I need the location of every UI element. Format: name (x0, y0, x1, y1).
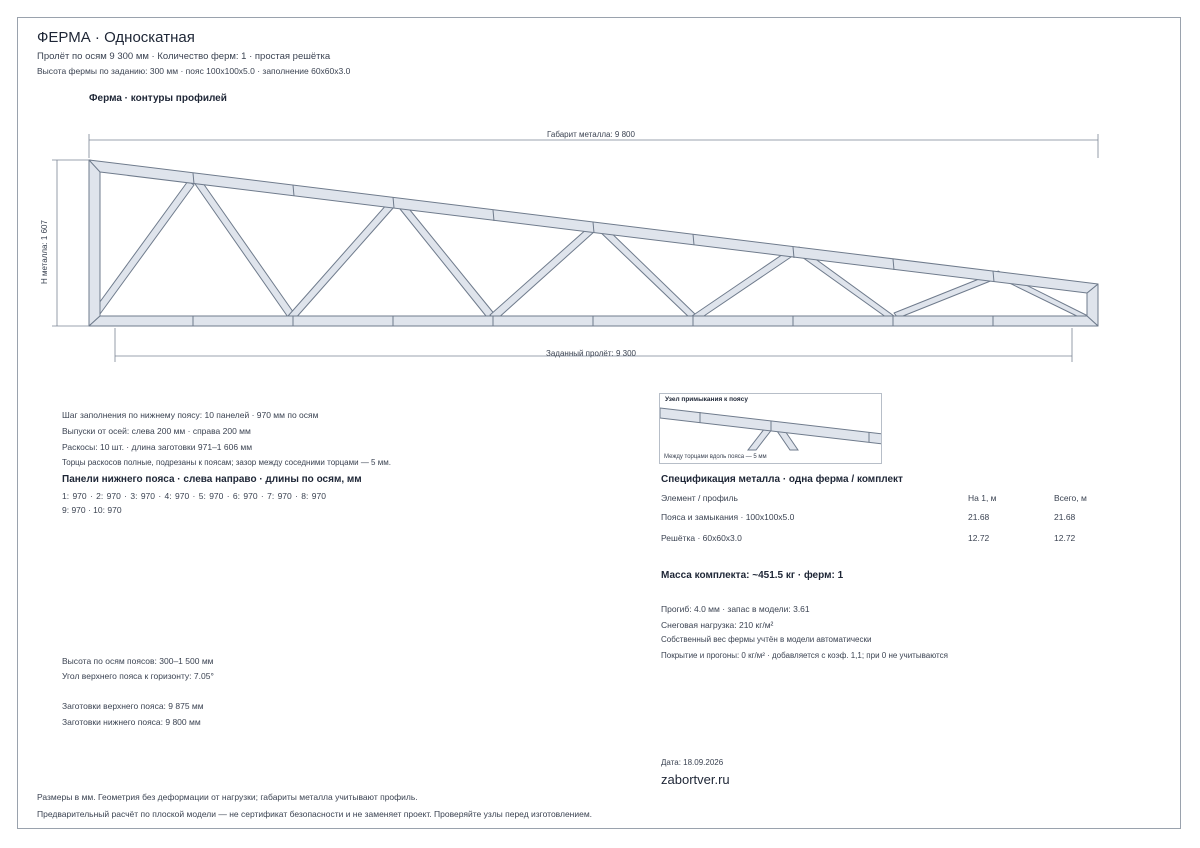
bottom-blanks-text: Заготовки нижнего пояса: 9 800 мм (62, 717, 201, 727)
spec-row-chords-per-one: 21.68 (968, 512, 990, 522)
diagonal-1 (94, 181, 194, 314)
spec-row-lattice-name: Решётка · 60х60х3.0 (661, 533, 742, 543)
panels-row-1: 1: 970 · 2: 970 · 3: 970 · 4: 970 · 5: 970 · 6: 970 · 7: 970 · 8: 970 (62, 491, 326, 501)
left-end-post (89, 160, 100, 326)
node-detail-caption: Между торцами вдоль пояса — 5 мм (664, 454, 767, 460)
angle-text: Угол верхнего пояса к горизонту: 7.05° (62, 671, 214, 681)
snow-load-text: Снеговая нагрузка: 210 кг/м² (661, 620, 774, 630)
spec-row-chords-total: 21.68 (1054, 512, 1076, 522)
span-dimension-label: Заданный пролёт: 9 300 (546, 349, 636, 358)
subtitle-profiles: Высота фермы по заданию: 300 мм · пояс 100х100х5.0 · заполнение 60х60х3.0 (37, 66, 351, 76)
node-detail-title: Узел примыкания к поясу (665, 396, 748, 403)
spec-row-lattice-per-one: 12.72 (968, 533, 990, 543)
deflection-text: Прогиб: 4.0 мм · запас в модели: 3.61 (661, 604, 810, 614)
subtitle-span: Пролёт по осям 9 300 мм · Количество ферм: 1 · простая решётка (37, 51, 331, 62)
footer-note-disclaimer: Предварительный расчёт по плоской модели — не сертификат безопасности и не заменяет проект. Проверяйте узлы перед изготовлением. (37, 809, 593, 819)
top-blanks-text: Заготовки верхнего пояса: 9 875 мм (62, 701, 204, 711)
height-axes-text: Высота по осям поясов: 300–1 500 мм (62, 656, 214, 666)
spec-header-element: Элемент / профиль (661, 493, 738, 503)
drawing-section-title: Ферма · контуры профилей (89, 93, 227, 104)
site-name: zabortver.ru (661, 772, 730, 787)
mass-summary: Масса комплекта: ~451.5 кг · ферм: 1 (661, 570, 844, 581)
diagonal-9 (894, 275, 993, 318)
spec-row-chords-name: Пояса и замыкания · 100х100х5.0 (661, 512, 795, 522)
diagonal-ends-text: Торцы раскосов полные, подрезаны к поясам; зазор между соседними торцами — 5 мм. (62, 458, 391, 467)
diagonal-7 (692, 250, 794, 320)
footer-note-dimensions: Размеры в мм. Геометрия без деформации от нагрузки; габариты металла учитывают профиль. (37, 792, 418, 802)
panels-row-2: 9: 970 · 10: 970 (62, 505, 122, 515)
overhangs-text: Выпуски от осей: слева 200 мм · справа 200 мм (62, 426, 251, 436)
self-weight-text: Собственный вес фермы учтён в модели автоматически (661, 635, 872, 644)
node-detail-box (659, 393, 882, 464)
roofing-load-text: Покрытие и прогоны: 0 кг/м² · добавляется с коэф. 1,1; при 0 не учитываются (661, 651, 948, 660)
diagonal-2 (193, 176, 296, 320)
overall-dimension-label: Габарит металла: 9 800 (547, 130, 635, 139)
diagonal-5 (490, 227, 595, 320)
spec-header-total: Всего, м (1054, 493, 1087, 503)
infill-step-text: Шаг заполнения по нижнему поясу: 10 панелей · 970 мм по осям (62, 410, 319, 420)
spec-header-per-one: На 1, м (968, 493, 997, 503)
panels-title: Панели нижнего пояса · слева направо · длины по осям, мм (62, 474, 362, 485)
spec-row-lattice-total: 12.72 (1054, 533, 1076, 543)
date-label: Дата: 18.09.2026 (661, 758, 724, 767)
diagonal-3 (288, 203, 394, 320)
spec-title: Спецификация металла · одна ферма / комплект (661, 474, 903, 485)
page-title: ФЕРМА · Односкатная (37, 29, 195, 46)
diagonals-text: Раскосы: 10 шт. · длина заготовки 971–1 606 мм (62, 442, 253, 452)
height-dimension-label: Н металла: 1 607 (40, 220, 49, 284)
